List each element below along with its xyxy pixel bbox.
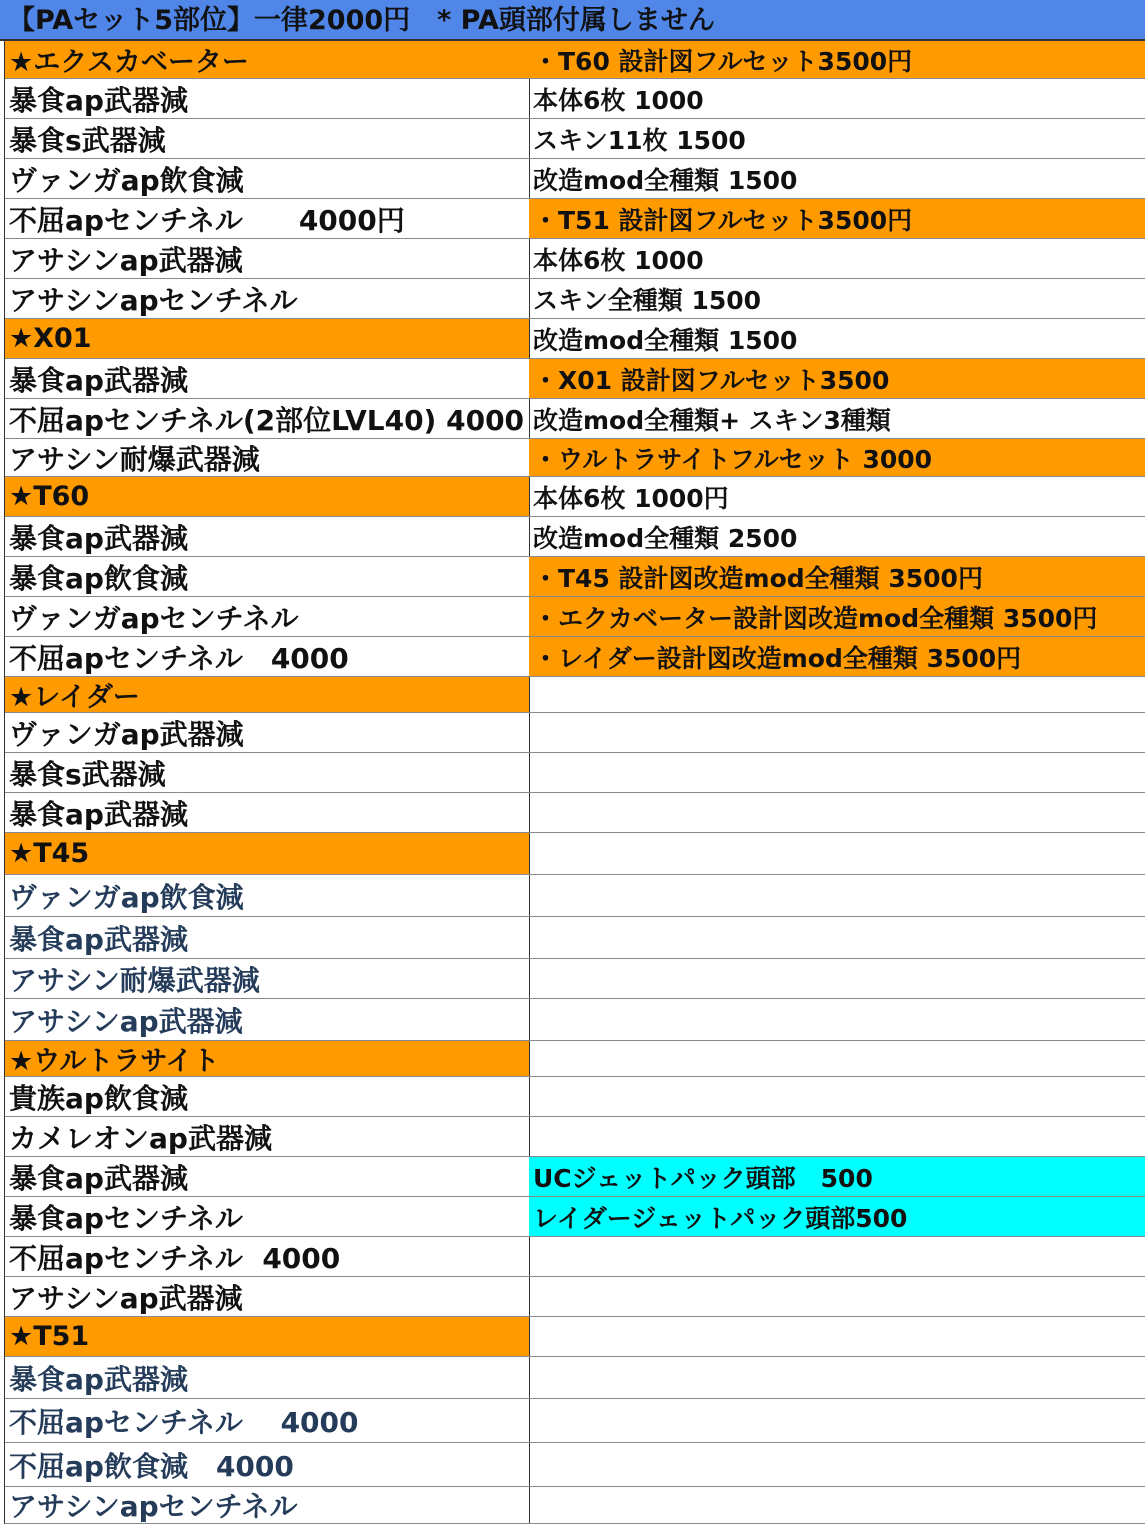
right-empty-row (529, 1277, 1145, 1317)
right-row: 改造mod全種類 1500 (529, 159, 1145, 199)
left-row: アサシン耐爆武器減 (5, 959, 529, 999)
right-empty-row (529, 1237, 1145, 1277)
right-section-header: ・レイダー設計図改造mod全種類 3500円 (529, 637, 1145, 677)
right-section-header: ・T60 設計図フルセット3500円 (529, 41, 1145, 79)
right-empty-row (529, 999, 1145, 1041)
right-empty-row (529, 917, 1145, 959)
left-row: アサシンap武器減 (5, 239, 529, 279)
left-section-header: ★T51 (5, 1317, 529, 1357)
right-empty-row (529, 959, 1145, 999)
right-column (529, 41, 1145, 1524)
right-section-header: ・エクカベーター設計図改造mod全種類 3500円 (529, 597, 1145, 637)
right-empty-row (529, 713, 1145, 753)
left-row: 不屈apセンチネル 4000 (5, 637, 529, 677)
left-row: ヴァンガap飲食減 (5, 159, 529, 199)
right-empty-row (529, 1317, 1145, 1357)
right-row: 本体6枚 1000 (529, 239, 1145, 279)
left-section-header: ★エクスカベーター (5, 41, 529, 79)
right-row: スキン11枚 1500 (529, 119, 1145, 159)
left-row: アサシンapセンチネル (5, 279, 529, 319)
left-row: 暴食ap武器減 (5, 1357, 529, 1399)
right-row: 改造mod全種類 2500 (529, 517, 1145, 557)
left-row: カメレオンap武器減 (5, 1117, 529, 1157)
left-row: ヴァンガap飲食減 (5, 875, 529, 917)
left-row: 暴食ap武器減 (5, 1157, 529, 1197)
right-empty-row (529, 1041, 1145, 1077)
right-row: 本体6枚 1000 (529, 79, 1145, 119)
left-column (4, 41, 530, 1524)
left-section-header: ★レイダー (5, 677, 529, 713)
right-empty-row (529, 793, 1145, 833)
right-highlight-row: UCジェットパック頭部 500 (529, 1157, 1145, 1197)
left-row: 不屈ap飲食減 4000 (5, 1443, 529, 1487)
right-row: 改造mod全種類+ スキン3種類 (529, 399, 1145, 439)
right-row: 改造mod全種類 1500 (529, 319, 1145, 359)
left-row: 暴食s武器減 (5, 753, 529, 793)
left-row: アサシンapセンチネル (5, 1487, 529, 1524)
left-row: 不屈apセンチネル 4000 (5, 1237, 529, 1277)
left-row: 暴食ap武器減 (5, 917, 529, 959)
left-row: 不屈apセンチネル 4000円 (5, 199, 529, 239)
left-row: 暴食ap武器減 (5, 517, 529, 557)
left-row: アサシンap武器減 (5, 999, 529, 1041)
left-row: ヴァンガap武器減 (5, 713, 529, 753)
left-row: 不屈apセンチネル 4000 (5, 1399, 529, 1443)
left-row: ヴァンガapセンチネル (5, 597, 529, 637)
right-empty-row (529, 1357, 1145, 1399)
right-empty-row (529, 875, 1145, 917)
right-section-header: ・T51 設計図フルセット3500円 (529, 199, 1145, 239)
right-empty-row (529, 1443, 1145, 1487)
right-empty-row (529, 833, 1145, 875)
left-row: 貴族ap飲食減 (5, 1077, 529, 1117)
right-empty-row (529, 1117, 1145, 1157)
left-row: 暴食ap飲食減 (5, 557, 529, 597)
sheet-title: 【PAセット5部位】一律2000円 * PA頭部付属しません (0, 0, 1145, 41)
left-row: 暴食s武器減 (5, 119, 529, 159)
left-row: 不屈apセンチネル(2部位LVL40) 4000 (5, 399, 529, 439)
left-row: アサシンap武器減 (5, 1277, 529, 1317)
left-row: アサシン耐爆武器減 (5, 439, 529, 477)
left-row: 暴食ap武器減 (5, 79, 529, 119)
left-row: 暴食apセンチネル (5, 1197, 529, 1237)
left-row: 暴食ap武器減 (5, 359, 529, 399)
left-row: 暴食ap武器減 (5, 793, 529, 833)
left-section-header: ★T45 (5, 833, 529, 875)
left-section-header: ★ウルトラサイト (5, 1041, 529, 1077)
right-empty-row (529, 753, 1145, 793)
right-section-header: ・ウルトラサイトフルセット 3000 (529, 439, 1145, 477)
right-empty-row (529, 1487, 1145, 1524)
right-section-header: ・T45 設計図改造mod全種類 3500円 (529, 557, 1145, 597)
right-row: スキン全種類 1500 (529, 279, 1145, 319)
left-section-header: ★X01 (5, 319, 529, 359)
left-section-header: ★T60 (5, 477, 529, 517)
right-empty-row (529, 1077, 1145, 1117)
right-row: 本体6枚 1000円 (529, 477, 1145, 517)
right-section-header: ・X01 設計図フルセット3500 (529, 359, 1145, 399)
right-empty-row (529, 677, 1145, 713)
right-highlight-row: レイダージェットパック頭部500 (529, 1197, 1145, 1237)
right-empty-row (529, 1399, 1145, 1443)
